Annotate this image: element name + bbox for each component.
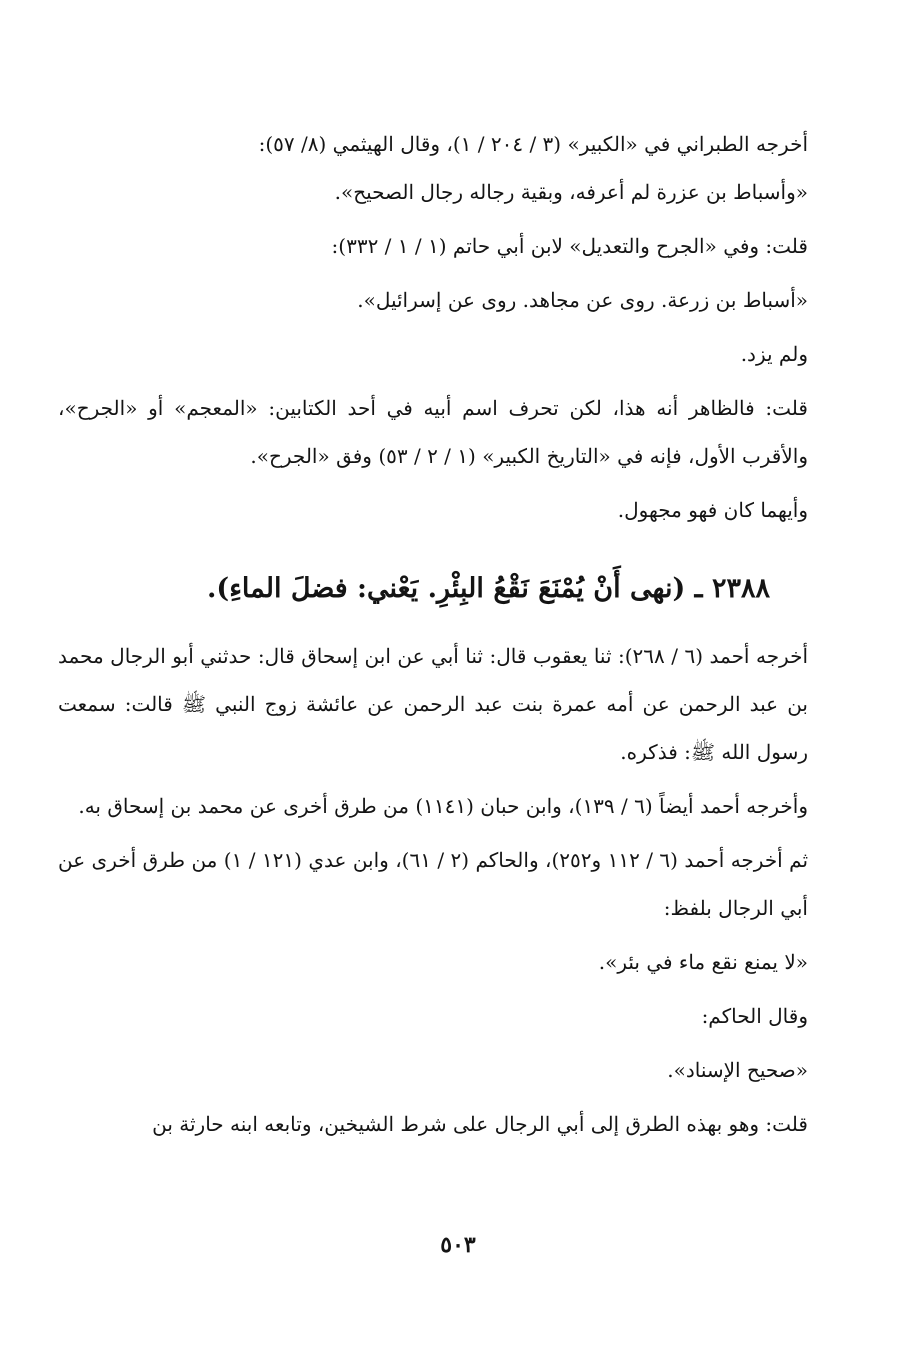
quote-haythami: «وأسباط بن عزرة لم أعرفه، وبقية رجاله رجال الصحيح». <box>334 180 808 204</box>
paragraph-jarh: قلت: وفي «الجرح والتعديل» لابن أبي حاتم (١ / ١ / ٣٣٢): <box>331 234 808 258</box>
paragraph-lam-yazid: ولم يزد. <box>740 342 808 366</box>
paragraph-ibn-hibban: وأخرجه أحمد أيضاً (٦ / ١٣٩)، وابن حبان (١١٤١) من طرق أخرى عن محمد بن إسحاق به. <box>78 794 808 818</box>
paragraph-qal-hakim: وقال الحاكم: <box>701 1004 808 1028</box>
paragraph-majhul: وأيهما كان فهو مجهول. <box>617 498 808 522</box>
page-number: ٥٠٣ <box>440 1232 476 1258</box>
hadith-heading: ٢٣٨٨ ـ (نهى أَنْ يُمْنَعَ نَقْعُ البِئْرِ. يَعْني: فضلَ الماءِ). <box>207 573 770 604</box>
paragraph-hakim: ثم أخرجه أحمد (٦ / ١١٢ و٢٥٢)، والحاكم (٢ / ٦١)، وابن عدي (١٢١ / ١) من طرق أخرى عن أبي الرجال بلفظ: <box>58 848 809 920</box>
quote-naq: «لا يمنع نقع ماء في بئر». <box>598 950 808 974</box>
paragraph-zahir: قلت: فالظاهر أنه هذا، لكن تحرف اسم أبيه في أحد الكتابين: «المعجم» أو «الجرح»، والأقرب الأول، فإنه في «التاريخ الكبير» (١ / ٢ / ٥٣) وفق «الجرح». <box>58 396 808 468</box>
paragraph-shaykhayn: قلت: وهو بهذه الطرق إلى أبي الرجال على شرط الشيخين، وتابعه ابنه حارثة بن <box>152 1112 808 1136</box>
page-body <box>58 120 858 1148</box>
quote-sahih: «صحيح الإسناد». <box>667 1058 808 1082</box>
paragraph-tabarani: أخرجه الطبراني في «الكبير» (٣ / ٢٠٤ / ١)، وقال الهيثمي (٨/ ٥٧): <box>258 132 808 156</box>
paragraph-ahmad: أخرجه أحمد (٦ / ٢٦٨): ثنا يعقوب قال: ثنا أبي عن ابن إسحاق قال: حدثني أبو الرجال محمد بن عبد الرحمن عن أمه عمرة بنت عبد الرحمن عن عائشة زوج النبي ﷺ قالت: سمعت رسول الله ﷺ: فذكره. <box>58 644 809 764</box>
quote-asbat: «أسباط بن زرعة. روى عن مجاهد. روى عن إسرائيل». <box>357 288 808 312</box>
